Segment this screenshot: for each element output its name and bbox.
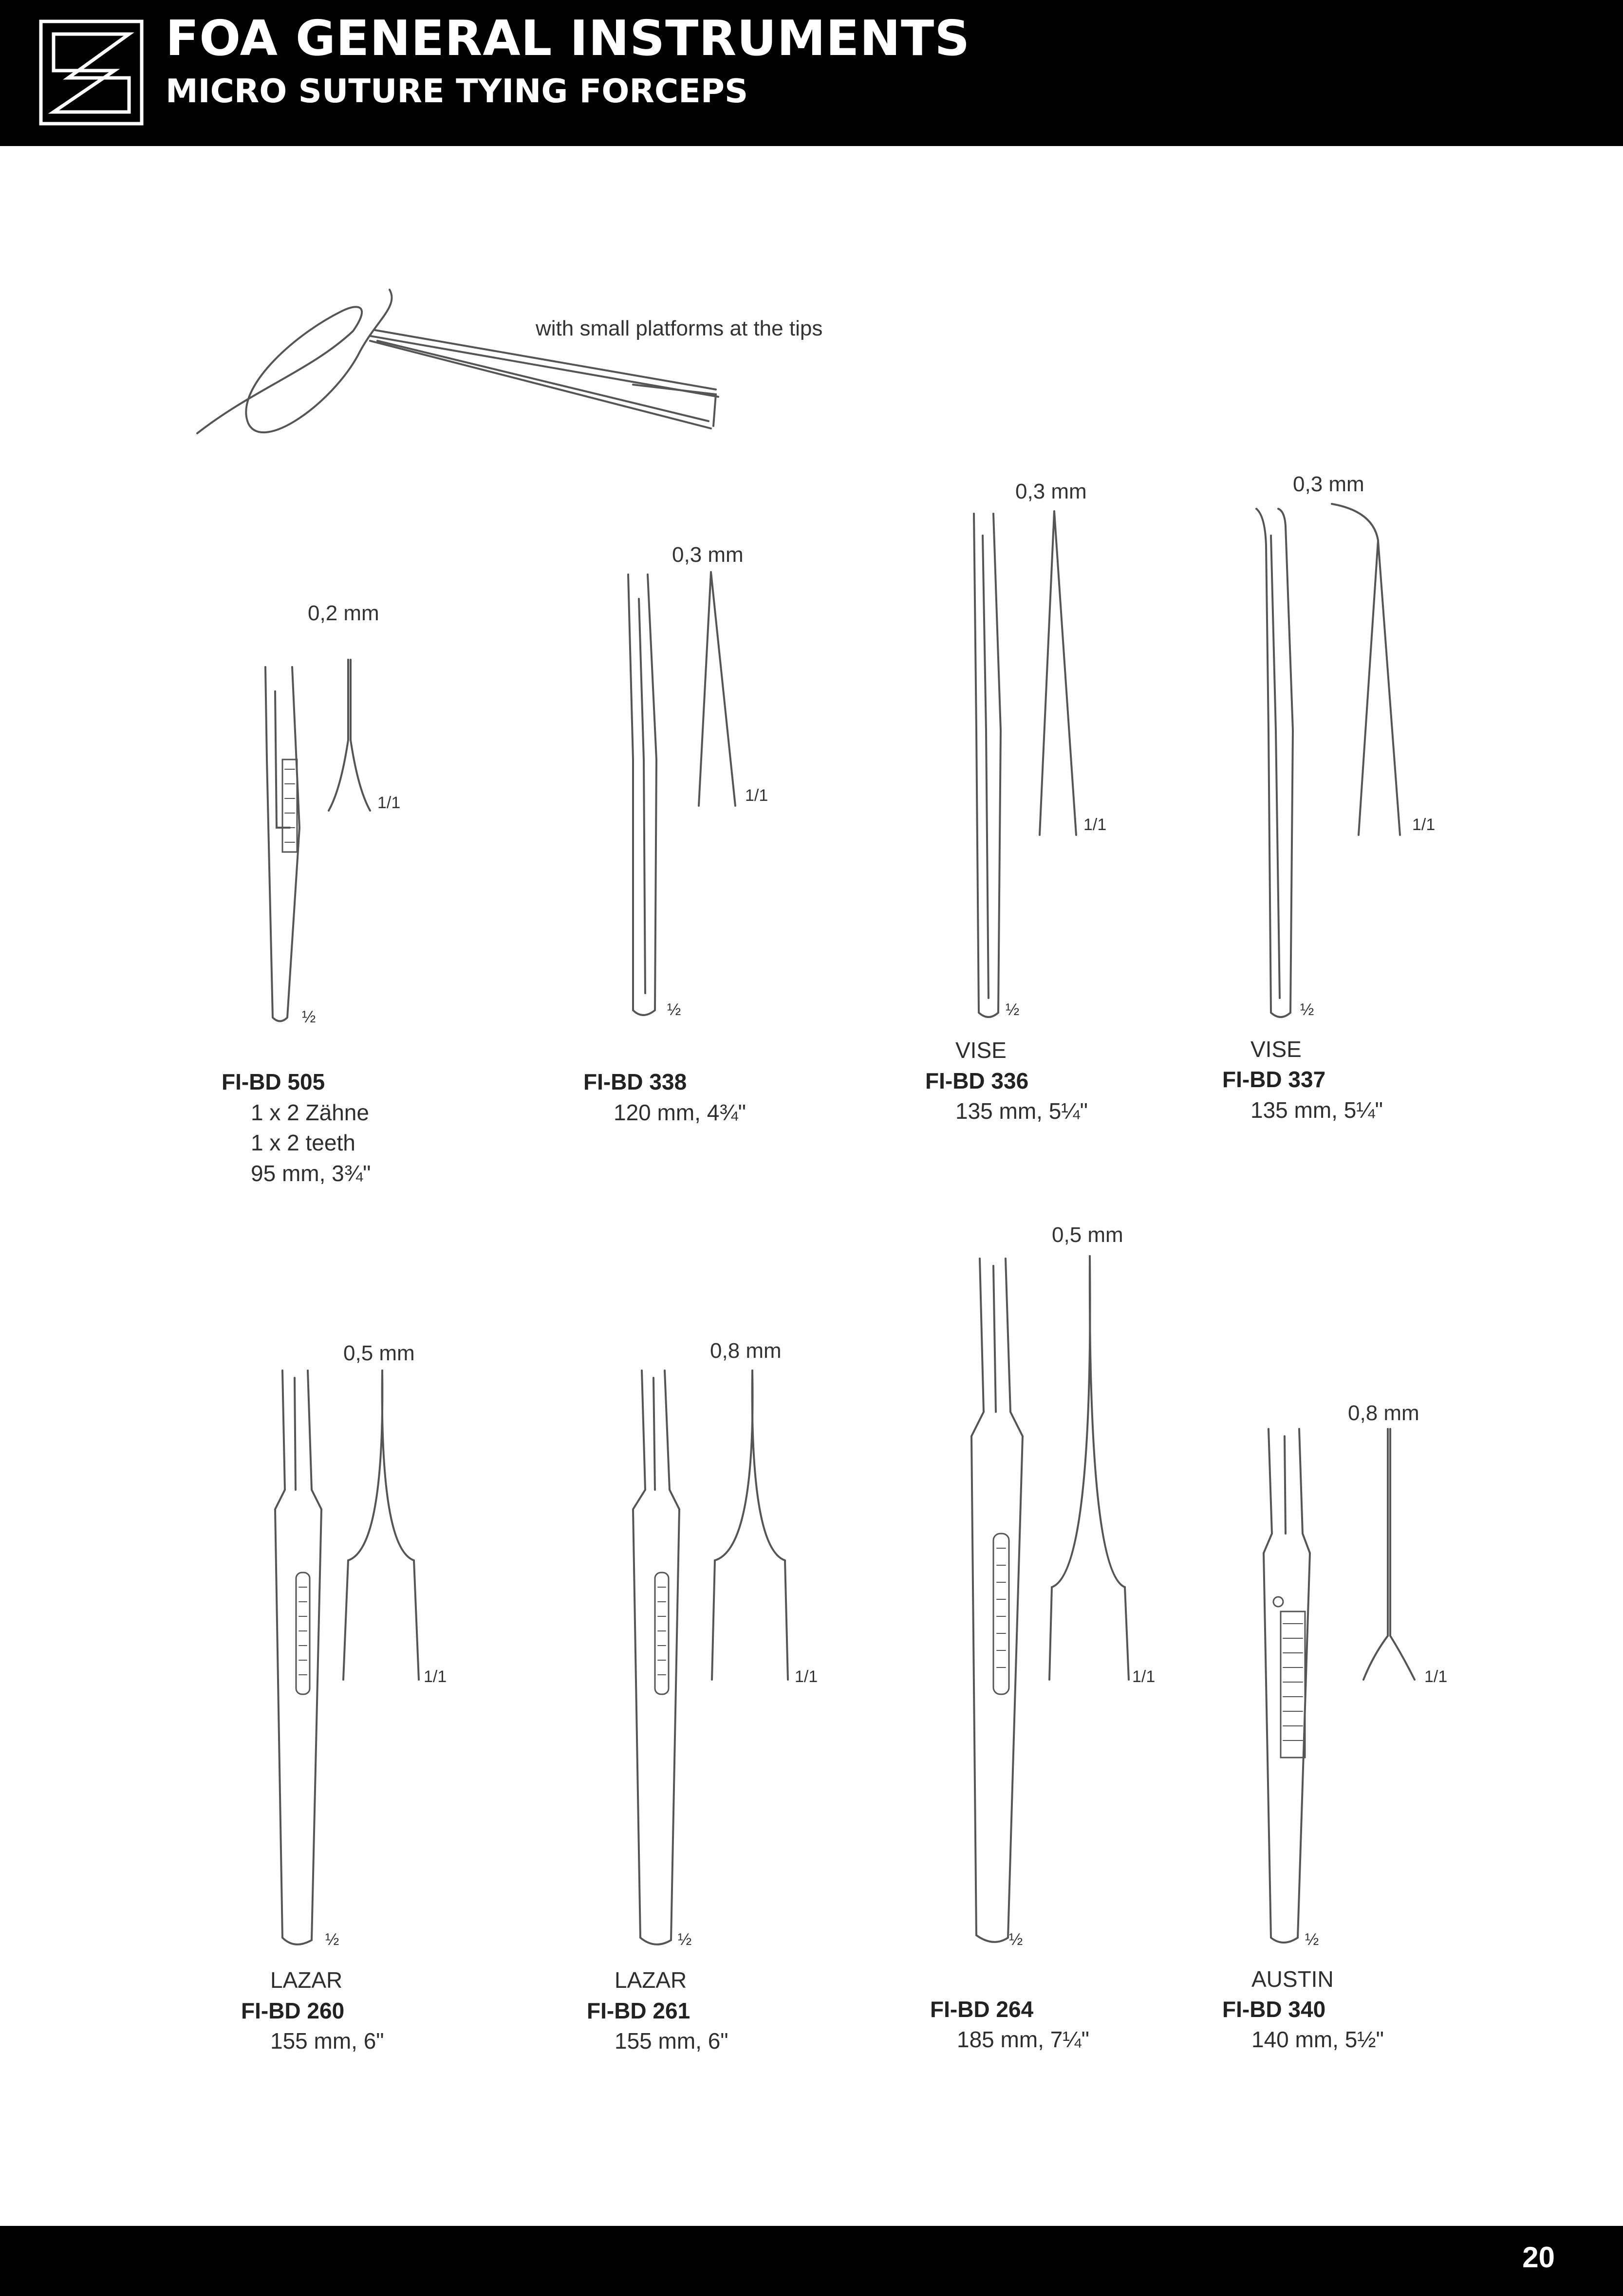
product-size-336: 135 mm, 5¼": [955, 1098, 1088, 1124]
product-code-340: FI-BD 340: [1222, 1997, 1326, 2022]
forceps-505-drawing: [265, 660, 370, 1021]
scale-half-340: ½: [1305, 1930, 1319, 1949]
intro-note: with small platforms at the tips: [536, 316, 823, 340]
tip-size-340: 0,8 mm: [1348, 1401, 1419, 1425]
scale-half-505: ½: [302, 1008, 316, 1026]
product-name-261: LAZAR: [615, 1967, 687, 1993]
forceps-337-drawing: [1256, 504, 1400, 1017]
tip-size-338: 0,3 mm: [672, 543, 744, 567]
forceps-264-drawing: [971, 1256, 1129, 1942]
scale-half-264: ½: [1009, 1930, 1023, 1949]
product-name-340: AUSTIN: [1251, 1966, 1334, 1992]
forceps-336-drawing: [974, 511, 1076, 1017]
product-code-338: FI-BD 338: [583, 1069, 687, 1094]
product-code-264: FI-BD 264: [930, 1997, 1034, 2022]
product-code-505: FI-BD 505: [222, 1069, 325, 1094]
scale-half-260: ½: [325, 1930, 339, 1949]
scale-full-260: 1/1: [424, 1667, 447, 1686]
scale-half-338: ½: [667, 1000, 681, 1019]
scale-half-337: ½: [1300, 1000, 1314, 1019]
scale-full-261: 1/1: [795, 1667, 818, 1686]
scale-half-261: ½: [678, 1930, 692, 1949]
tip-size-264: 0,5 mm: [1052, 1223, 1123, 1247]
tip-size-336: 0,3 mm: [1015, 480, 1087, 503]
product-size-261: 155 mm, 6": [615, 2028, 728, 2054]
product-size-505: 95 mm, 3¾": [251, 1161, 371, 1186]
product-name-336: VISE: [955, 1037, 1007, 1063]
product-code-337: FI-BD 337: [1222, 1067, 1326, 1092]
scale-half-336: ½: [1006, 1000, 1020, 1019]
tip-size-337: 0,3 mm: [1293, 472, 1364, 496]
forceps-338-drawing: [628, 572, 735, 1015]
brand-title: FOA GENERAL INSTRUMENTS: [166, 10, 970, 67]
product-code-260: FI-BD 260: [241, 1998, 345, 2023]
product-size-340: 140 mm, 5½": [1251, 2027, 1384, 2052]
scale-full-505: 1/1: [377, 794, 401, 812]
product-name-337: VISE: [1250, 1037, 1302, 1062]
forceps-261-drawing: [633, 1370, 788, 1944]
scale-full-264: 1/1: [1132, 1667, 1156, 1686]
product-line: 1 x 2 teeth: [251, 1130, 355, 1155]
footer-bar: [0, 2226, 1623, 2296]
page-subtitle: MICRO SUTURE TYING FORCEPS: [166, 72, 748, 110]
forceps-260-drawing: [275, 1370, 419, 1944]
product-name-260: LAZAR: [270, 1967, 343, 1993]
tip-size-261: 0,8 mm: [710, 1339, 782, 1363]
product-size-338: 120 mm, 4¾": [614, 1100, 746, 1125]
product-code-261: FI-BD 261: [587, 1998, 690, 2023]
suture-knot-illustration: [197, 290, 718, 433]
forceps-340-drawing: [1264, 1429, 1415, 1943]
page-number: 20: [1522, 2241, 1555, 2274]
scale-full-336: 1/1: [1083, 815, 1107, 834]
product-size-260: 155 mm, 6": [270, 2028, 384, 2054]
product-line: 1 x 2 Zähne: [251, 1100, 369, 1125]
scale-full-338: 1/1: [745, 786, 768, 805]
tip-size-260: 0,5 mm: [343, 1341, 415, 1365]
product-size-337: 135 mm, 5¼": [1250, 1097, 1383, 1123]
tip-size-505: 0,2 mm: [308, 601, 379, 625]
scale-full-337: 1/1: [1412, 815, 1436, 834]
scale-full-340: 1/1: [1424, 1667, 1448, 1686]
product-size-264: 185 mm, 7¼": [957, 2027, 1090, 2052]
product-code-336: FI-BD 336: [925, 1068, 1029, 1093]
